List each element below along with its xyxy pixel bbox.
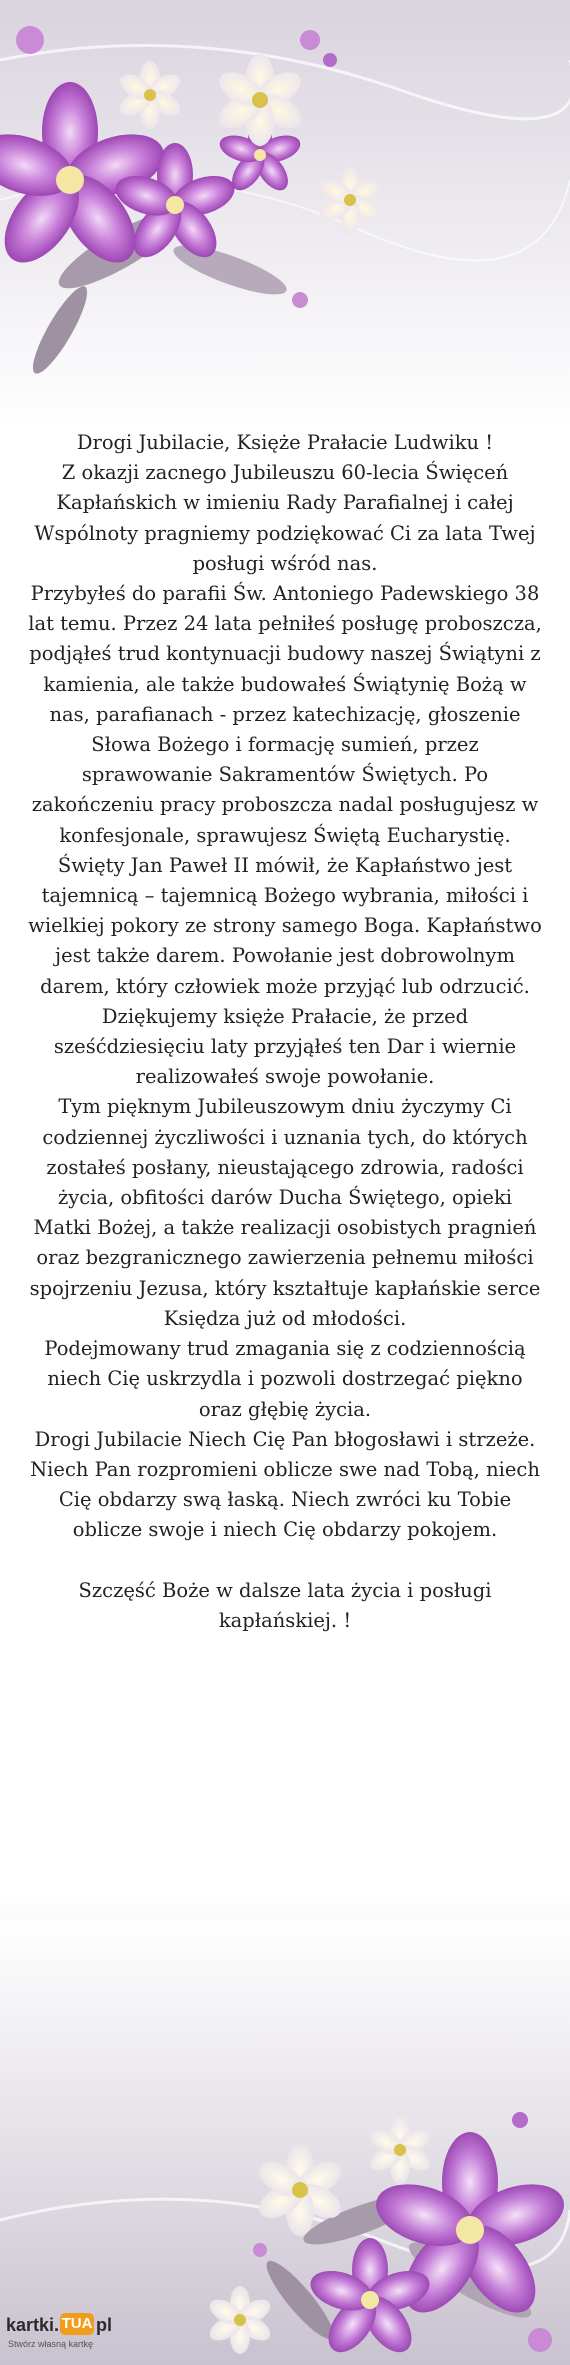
paragraph: Święty Jan Paweł II mówił, że Kapłaństwo jest tajemnicą – tajemnicą Bożego wybrania, miłości i wielkiej pokory ze strony samego Boga. Kapłaństwo jest także darem. Powołanie jest dobrowolnym darem, który człowiek może przyjąć lub odrzucić. Dziękujemy księże Prałacie, że przed sześćdziesięciu laty przyjąłeś ten Dar i wiernie realizowałeś swoje powołanie. bbox=[28, 853, 542, 1089]
site-logo[interactable] bbox=[6, 2313, 118, 2359]
logo-tagline: Stwórz własną kartkę bbox=[8, 2339, 94, 2349]
logo-suffix: pl bbox=[96, 2315, 112, 2335]
paragraph: Przybyłeś do parafii Św. Antoniego Padewskiego 38 lat temu. Przez 24 lata pełniłeś posługę proboszcza, podjąłeś trud kontynuacji budowy naszej Świątyni z kamienia, ale także budowałeś Świątynię Bożą w nas, parafianach - przez katechizację, głoszenie Słowa Bożego i formację sumień, przez sprawowanie Sakramentów Świętych. Po zakończeniu pracy proboszcza nadal posługujesz w konfesjonale, sprawujesz Świętą Eucharystię. bbox=[28, 582, 542, 847]
floral-decoration-top bbox=[0, 0, 570, 430]
closing-wish: Szczęść Boże w dalsze lata życia i posługi kapłańskiej. ! bbox=[78, 1578, 492, 1632]
paragraph: Tym pięknym Jubileuszowym dniu życzymy Ci codziennej życzliwości i uznania tych, do których zostałeś posłany, nieustającego zdrowia, radości życia, obfitości darów Ducha Świętego, opieki Matki Bożej, a także realizacji osobistych pragnień oraz bezgranicznego zawierzenia pełnemu miłości spojrzeniu Jezusa, który kształtuje kapłańskie serce Księdza już od młodości. bbox=[29, 1095, 541, 1330]
floral-decoration-bottom bbox=[0, 1920, 570, 2365]
paragraph: Z okazji zacnego Jubileuszu 60-lecia Święceń Kapłańskich w imieniu Rady Parafialnej i całej Wspólnoty pragniemy podziękować Ci za lata Twej posługi wśród nas. bbox=[34, 461, 536, 575]
paragraph: Podejmowany trud zmagania się z codziennością niech Cię uskrzydla i pozwoli dostrzegać piękno oraz głębię życia. bbox=[44, 1337, 526, 1421]
logo-badge: TUA bbox=[60, 2313, 94, 2335]
paragraph: Drogi Jubilacie Niech Cię Pan błogosławi i strzeże. Niech Pan rozpromieni oblicze swe nad Tobą, niech Cię obdarzy swą łaską. Niech zwróci ku Tobie oblicze swoje i niech Cię obdarzy pokojem. bbox=[30, 1427, 540, 1542]
logo-name: kartki. bbox=[6, 2315, 60, 2335]
card-message bbox=[28, 428, 542, 1636]
greeting: Drogi Jubilacie, Księże Prałacie Ludwiku ! bbox=[76, 431, 494, 454]
